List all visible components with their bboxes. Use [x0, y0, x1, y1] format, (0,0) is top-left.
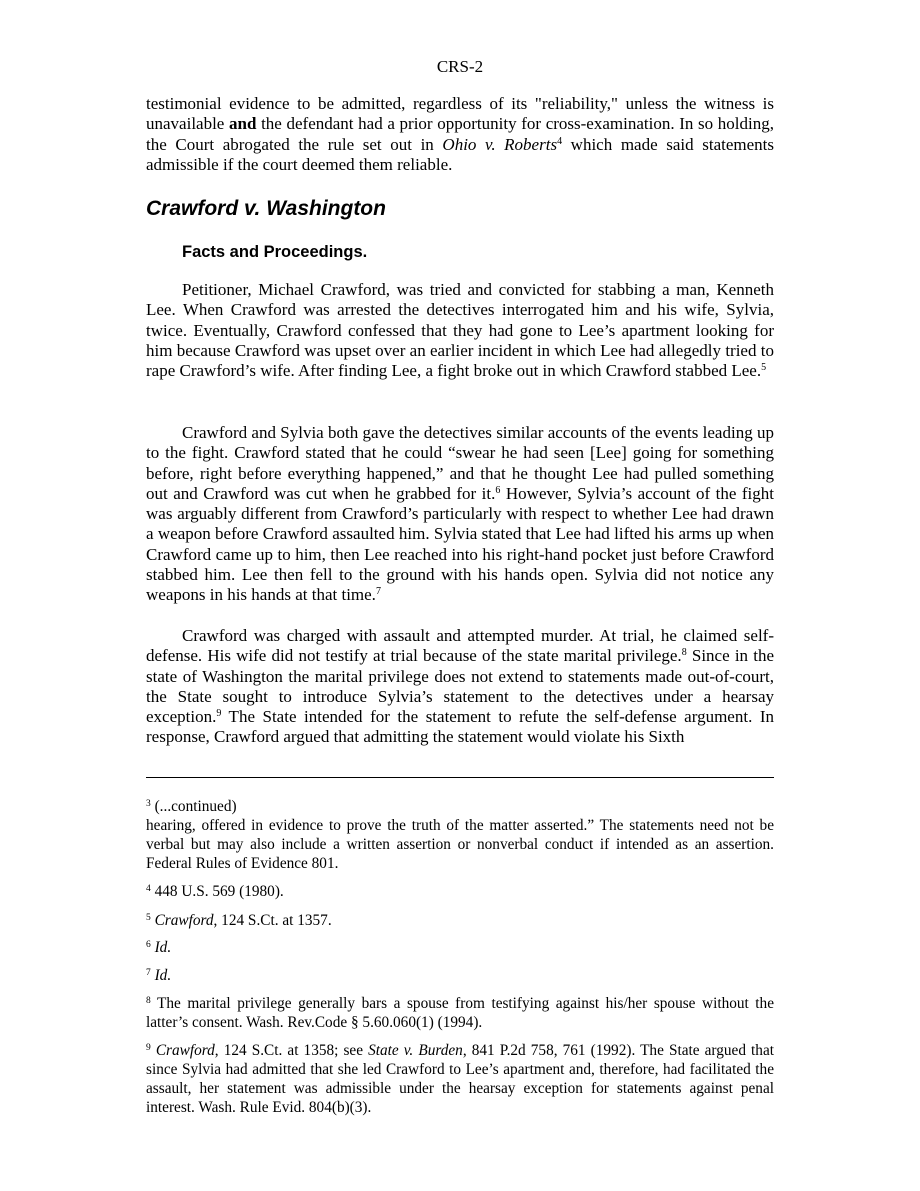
- footnote-7: $^7$ Id.: [146, 967, 172, 984]
- footnote-ref: 7: [375, 586, 381, 598]
- footnote-3: $^3$ (...continued) hearing, offered in evidence to prove the truth of the matter asserted.” The statements need not be verbal but may also include a written assertion or nonverbal conduct if intended as an assertion. Federal Rules of Evidence 801.: [146, 798, 774, 872]
- paragraph-1: Petitioner, Michael Crawford, was tried and convicted for stabbing a man, Kenneth Lee. When Crawford was arrested the detectives interrogated him and his wife, Sylvia, twice. Eventually, Crawford confessed that they had gone to Lee’s apartment looking for him because Crawford was upset over an earlier incident in which Lee had allegedly tried to rape Crawford’s wife. After finding Lee, a fight broke out in which Crawford stabbed Lee.$^5$: [146, 280, 774, 381]
- footnote-ref: 6: [495, 484, 501, 496]
- footnote-6: $^6$ Id.: [146, 939, 172, 956]
- intro-paragraph: testimonial evidence to be admitted, regardless of its "reliability," unless the witness is unavailable and the defendant had a prior opportunity for cross-examination. In so holding, the Court abrogated the rule set out in Ohio v. Roberts$^4$ which made said statements admissible if the court deemed them reliable.: [146, 94, 774, 174]
- paragraph-3: Crawford was charged with assault and attempted murder. At trial, he claimed self-defense. His wife did not testify at trial because of the state marital privilege.$^8$ Since in the state of Washington the marital privilege does not extend to statements made out-of-court, the State sought to introduce Sylvia’s statement to the detectives under a hearsay exception.$^9$ The State intended for the statement to refute the self-defense argument. In response, Crawford argued that admitting the statement would violate his Sixth: [146, 626, 775, 747]
- section-heading: Crawford v. Washington: [146, 197, 386, 220]
- footnote-5: $^5$ Crawford, 124 S.Ct. at 1357.: [146, 912, 332, 929]
- footnote-4: $^4$ 448 U.S. 569 (1980).: [146, 883, 284, 900]
- footnote-ref: 5: [761, 362, 767, 374]
- case-citation: Ohio v. Roberts: [442, 134, 558, 154]
- footnote-ref: 9: [216, 708, 222, 720]
- paragraph-2: Crawford and Sylvia both gave the detectives similar accounts of the events leading up to the fight. Crawford stated that he could “swear he had seen [Lee] going for something before, right before everything happened,” and that he thought Lee had pulled something out and Crawford was cut when he grabbed for it.$^6$ However, Sylvia’s account of the fight was arguably different from Crawford’s particularly with respect to whether Lee had drawn a weapon before Crawford assaulted him. Sylvia stated that Lee had lifted his arms up when Crawford came up to him, then Lee reached into his right-hand pocket just before Crawford stabbed him. Lee then fell to the ground with his hands open. Sylvia did not notice any weapons in his hands at that time.$^7$: [146, 423, 775, 605]
- subsection-heading: Facts and Proceedings.: [182, 243, 368, 261]
- footnote-ref: 8: [681, 647, 687, 659]
- footnote-separator: [146, 777, 774, 778]
- page-header: [0, 56, 920, 78]
- page-number: CRS-2: [436, 57, 484, 76]
- footnote-ref: 4: [557, 135, 563, 147]
- emphasis-and: and: [229, 114, 257, 134]
- footnote-8: $^8$ The marital privilege generally bars a spouse from testifying against his/her spouse without the latter’s consent. Wash. Rev.Code § 5.60.060(1) (1994).: [146, 995, 774, 1031]
- footnote-9: $^9$ Crawford, 124 S.Ct. at 1358; see State v. Burden, 841 P.2d 758, 761 (1992). The State argued that since Sylvia had admitted that she led Crawford to Lee’s apartment and, therefore, had facilitated the assault, her statement was admissible under the hearsay exception for statements against penal interest. Wash. Rule Evid. 804(b)(3).: [146, 1042, 774, 1116]
